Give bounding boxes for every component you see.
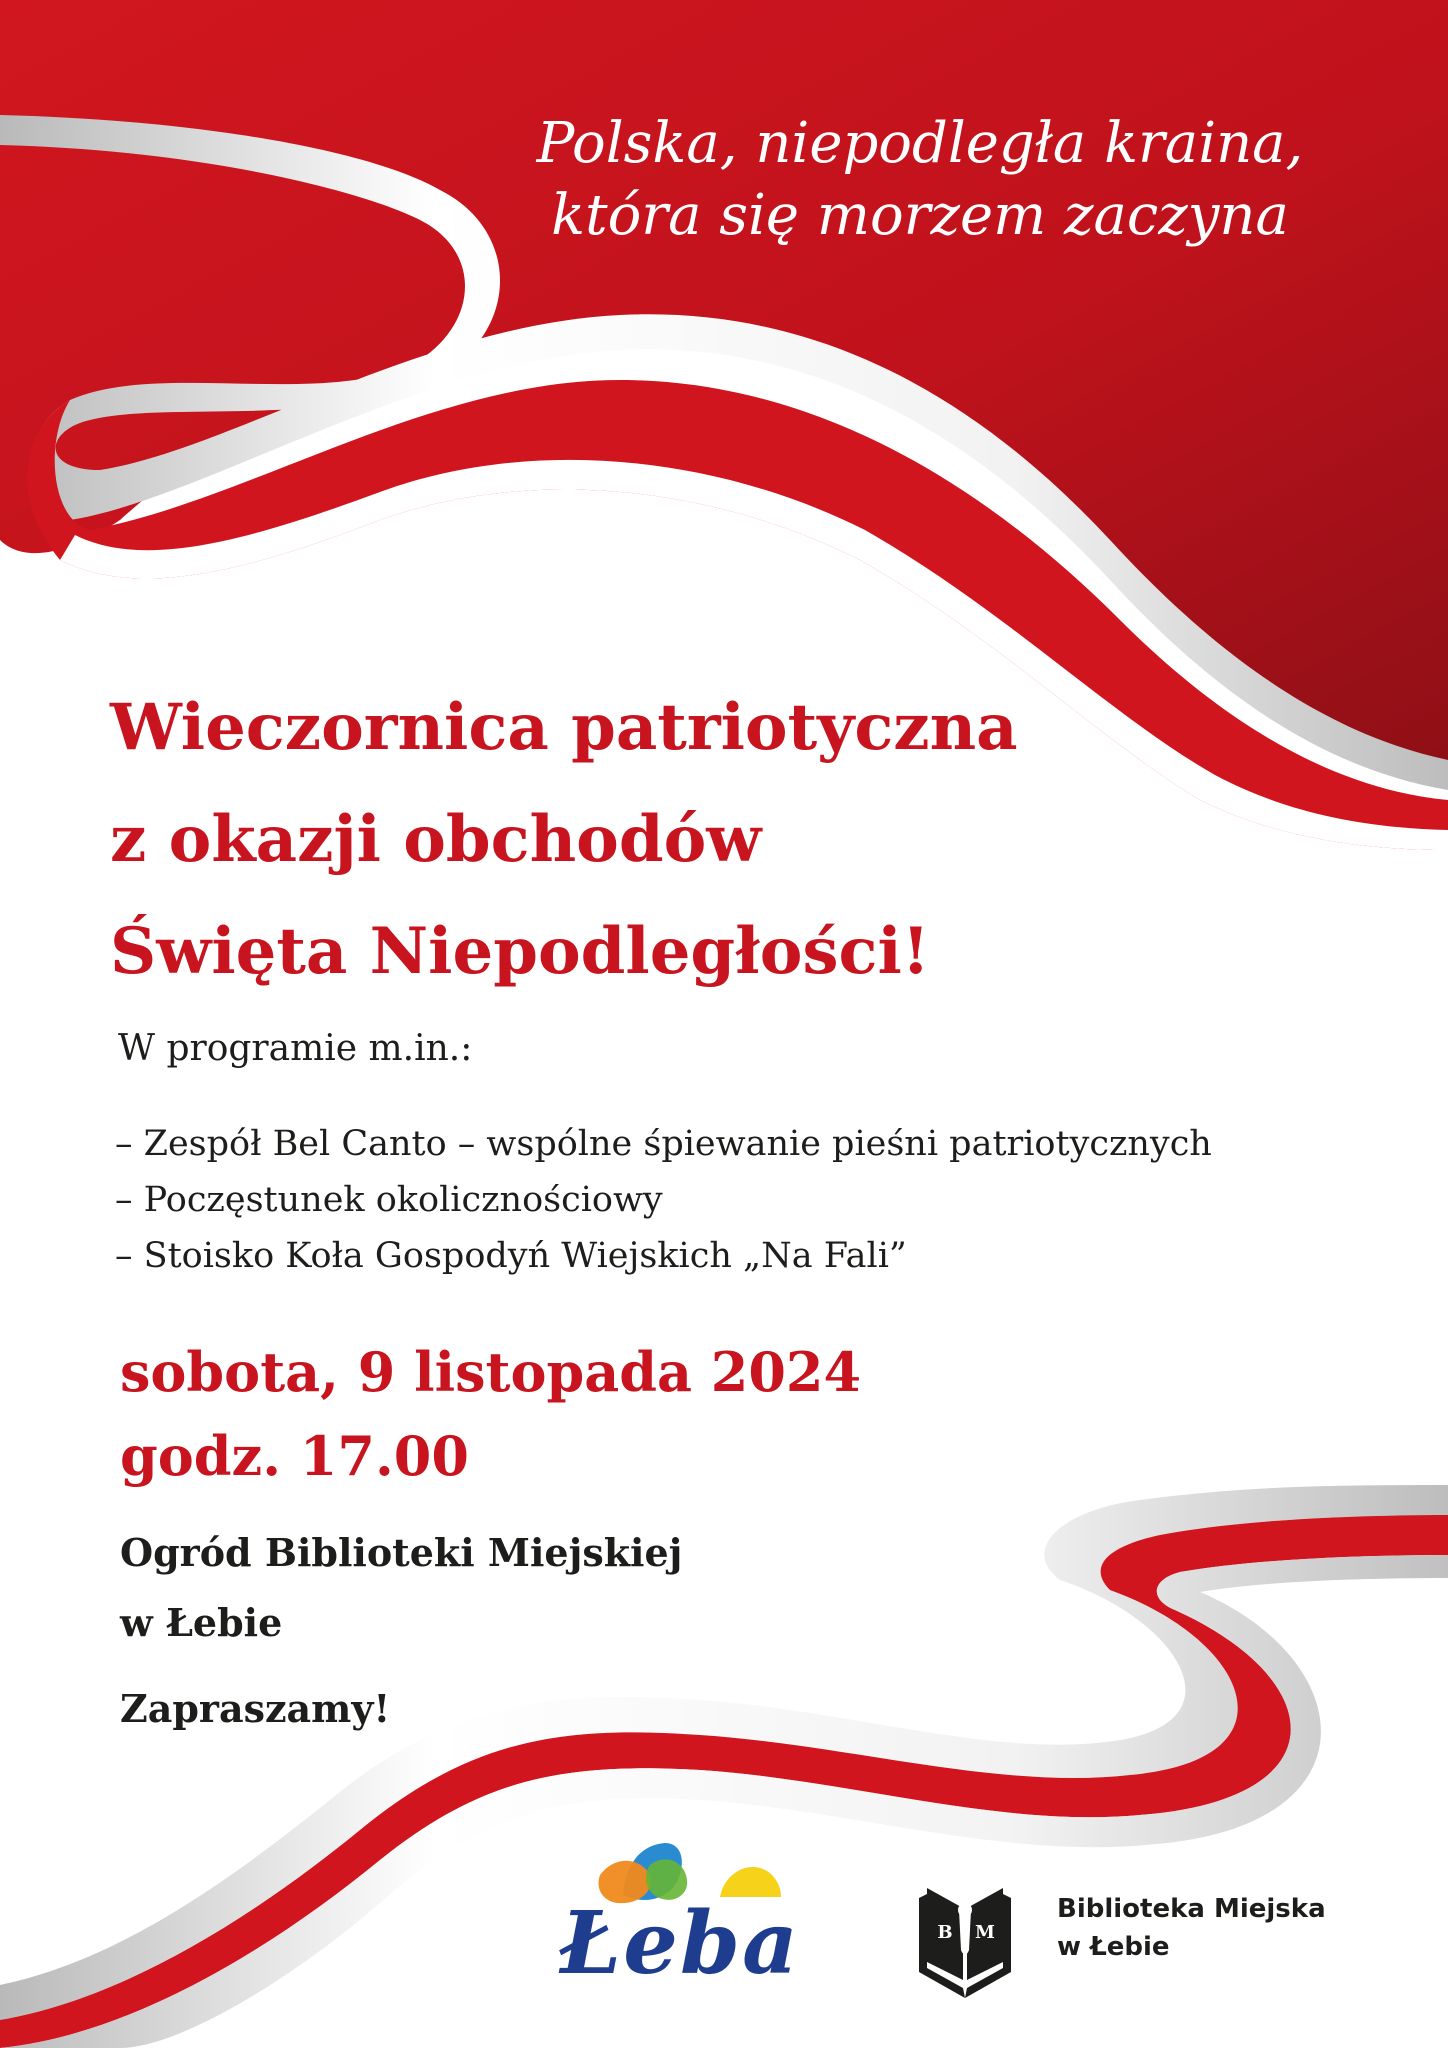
- svg-text:B: B: [937, 1922, 953, 1943]
- library-name-line-2: w Łebie: [1057, 1932, 1170, 1962]
- program-intro: W programie m.in.:: [118, 1028, 473, 1069]
- venue-line-1: Ogród Biblioteki Miejskiej: [120, 1530, 683, 1575]
- headline-line-2: z okazji obchodów: [110, 802, 762, 877]
- invitation-text: Zapraszamy!: [120, 1686, 391, 1731]
- venue-line-2: w Łebie: [120, 1600, 283, 1645]
- event-headline: [110, 672, 1310, 1008]
- library-name: [1057, 1890, 1326, 1966]
- program-list: [115, 1116, 1212, 1284]
- library-book-bird-icon: [915, 1880, 1015, 2000]
- headline-line-3: Święta Niepodległości!: [110, 914, 930, 989]
- headline-line-1: Wieczornica patriotyczna: [110, 690, 1018, 765]
- event-date-time: [120, 1330, 861, 1498]
- event-time: godz. 17.00: [120, 1424, 469, 1488]
- library-name-line-1: Biblioteka Miejska: [1057, 1894, 1326, 1924]
- leba-wordmark: Łeba: [560, 1893, 800, 1994]
- motto-text: [470, 108, 1370, 252]
- motto-line-1: Polska, niepodległa kraina,: [536, 111, 1304, 176]
- program-item: – Poczęstunek okolicznościowy: [115, 1180, 663, 1220]
- program-item: – Zespół Bel Canto – wspólne śpiewanie pieśni patriotycznych: [115, 1124, 1212, 1164]
- program-item: – Stoisko Koła Gospodyń Wiejskich „Na Fali”: [115, 1236, 907, 1276]
- event-venue: [120, 1518, 682, 1658]
- leba-city-logo: [545, 1835, 815, 1995]
- event-date: sobota, 9 listopada 2024: [120, 1340, 862, 1404]
- svg-text:M: M: [975, 1922, 995, 1943]
- motto-line-2: która się morzem zaczyna: [551, 183, 1289, 248]
- library-emblem: [915, 1880, 1015, 2000]
